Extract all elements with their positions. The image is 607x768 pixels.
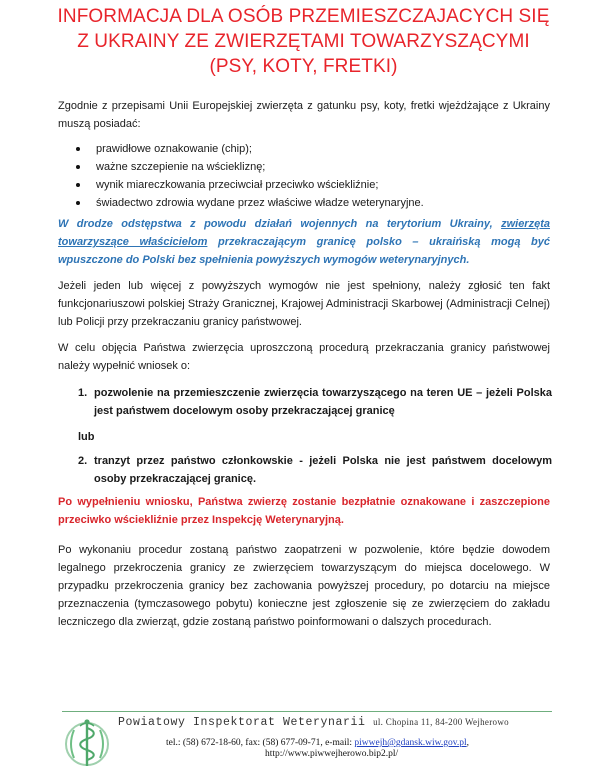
institution-name: Powiatowy Inspektorat Weterynarii bbox=[118, 716, 366, 729]
option-number: 2. bbox=[78, 455, 88, 467]
requirements-list bbox=[76, 140, 536, 212]
contact-suffix: , bbox=[466, 738, 470, 748]
option-text: tranzyt przez państwo członkowskie - jeżeli Polska nie jest państwem docelowym osoby przekraczającej granicę. bbox=[94, 455, 552, 485]
institution-address: ul. Chopina 11, 84-200 Wejherowo bbox=[373, 717, 509, 727]
footer-divider bbox=[62, 711, 552, 712]
intro-paragraph: Zgodnie z przepisami Unii Europejskiej zwierzęta z gatunku psy, koty, fretki wjeżdżające z Ukrainy muszą posiadać: bbox=[58, 100, 550, 130]
list-item: wynik miareczkowania przeciwciał przeciwko wściekliźnie; bbox=[76, 176, 536, 194]
list-item: ważne szczepienie na wściekliznę; bbox=[76, 158, 536, 176]
derogation-paragraph bbox=[58, 215, 550, 269]
or-label: lub bbox=[78, 431, 95, 443]
procedure-intro-paragraph: W celu objęcia Państwa zwierzęcia uproszczoną procedurą przekraczania granicy państwowej należy wypełnić wniosek o: bbox=[58, 342, 550, 372]
list-item: prawidłowe oznakowanie (chip); bbox=[76, 140, 536, 158]
derogation-underlined-text: zwierzęta towarzyszące właścicielom bbox=[58, 218, 550, 248]
closing-paragraph: Po wykonaniu procedur zostaną państwo zaopatrzeni w pozwolenie, które będzie dowodem legalnego przekroczenia granicy ze zwierzęciem towarzyszącym do miejsca docelowego. W przypadku przekroczenia granicy bez zachowania powyższej procedury, po dotarciu na miejsce przeznaczenia (tymczasowego pobytu) konieczne jest zgłoszenie się ze zwierzęciem do zakładu leczniczego dla zwierząt, gdzie zostaną państwo poinformowani o dalszych procedurach. bbox=[58, 544, 550, 628]
title-line-1: INFORMACJA DLA OSÓB PRZEMIESZCZAJACYCH SIĘ bbox=[57, 6, 550, 27]
report-paragraph: Jeżeli jeden lub więcej z powyższych wymogów nie jest spełniony, należy zgłosić ten fakt funkcjonariuszowi polskiej Straży Granicznej, Krajowej Administracji Skarbowej (Administracji Celnej) lub Policji przy przekraczaniu granicy państwowej. bbox=[58, 280, 550, 328]
document-title bbox=[0, 4, 607, 79]
option-item-2 bbox=[78, 452, 552, 488]
title-line-2: Z UKRAINY ZE ZWIERZĘTAMI TOWARZYSZĄCYMI bbox=[77, 31, 530, 52]
footer-institution bbox=[118, 716, 509, 729]
option-item-1 bbox=[78, 384, 552, 420]
footer-contact bbox=[166, 737, 469, 749]
veterinary-inspection-logo-icon bbox=[60, 714, 114, 768]
contact-phone-fax: tel.: (58) 672-18-60, fax: (58) 677-09-71, e-mail: bbox=[166, 738, 355, 748]
title-line-3: (PSY, KOTY, FRETKI) bbox=[209, 56, 398, 77]
option-number: 1. bbox=[78, 387, 88, 399]
derogation-text-start: W drodze odstępstwa z powodu działań wojennych na terytorium Ukrainy, bbox=[58, 218, 502, 230]
email-link[interactable]: piwwejh@gdansk.wiw.gov.pl bbox=[354, 738, 467, 748]
website-link[interactable]: http://www.piwwejherowo.bip2.pl/ bbox=[265, 749, 399, 759]
vaccination-notice: Po wypełnieniu wniosku, Państwa zwierzę zostanie bezpłatnie oznakowane i zaszczepione przeciwko wściekliźnie przez Inspekcję Weterynaryjną. bbox=[58, 496, 550, 526]
list-item: świadectwo zdrowia wydane przez właściwe władze weterynaryjne. bbox=[76, 194, 536, 212]
derogation-text-end: przekraczającym granicę polsko – ukraińską mogą być wpuszczone do Polski bez spełnienia powyższych wymogów weterynaryjnych. bbox=[58, 236, 550, 266]
option-text: pozwolenie na przemieszczenie zwierzęcia towarzyszącego na teren UE – jeżeli Polska jest państwem docelowym osoby przekraczającej granicę bbox=[94, 387, 552, 417]
